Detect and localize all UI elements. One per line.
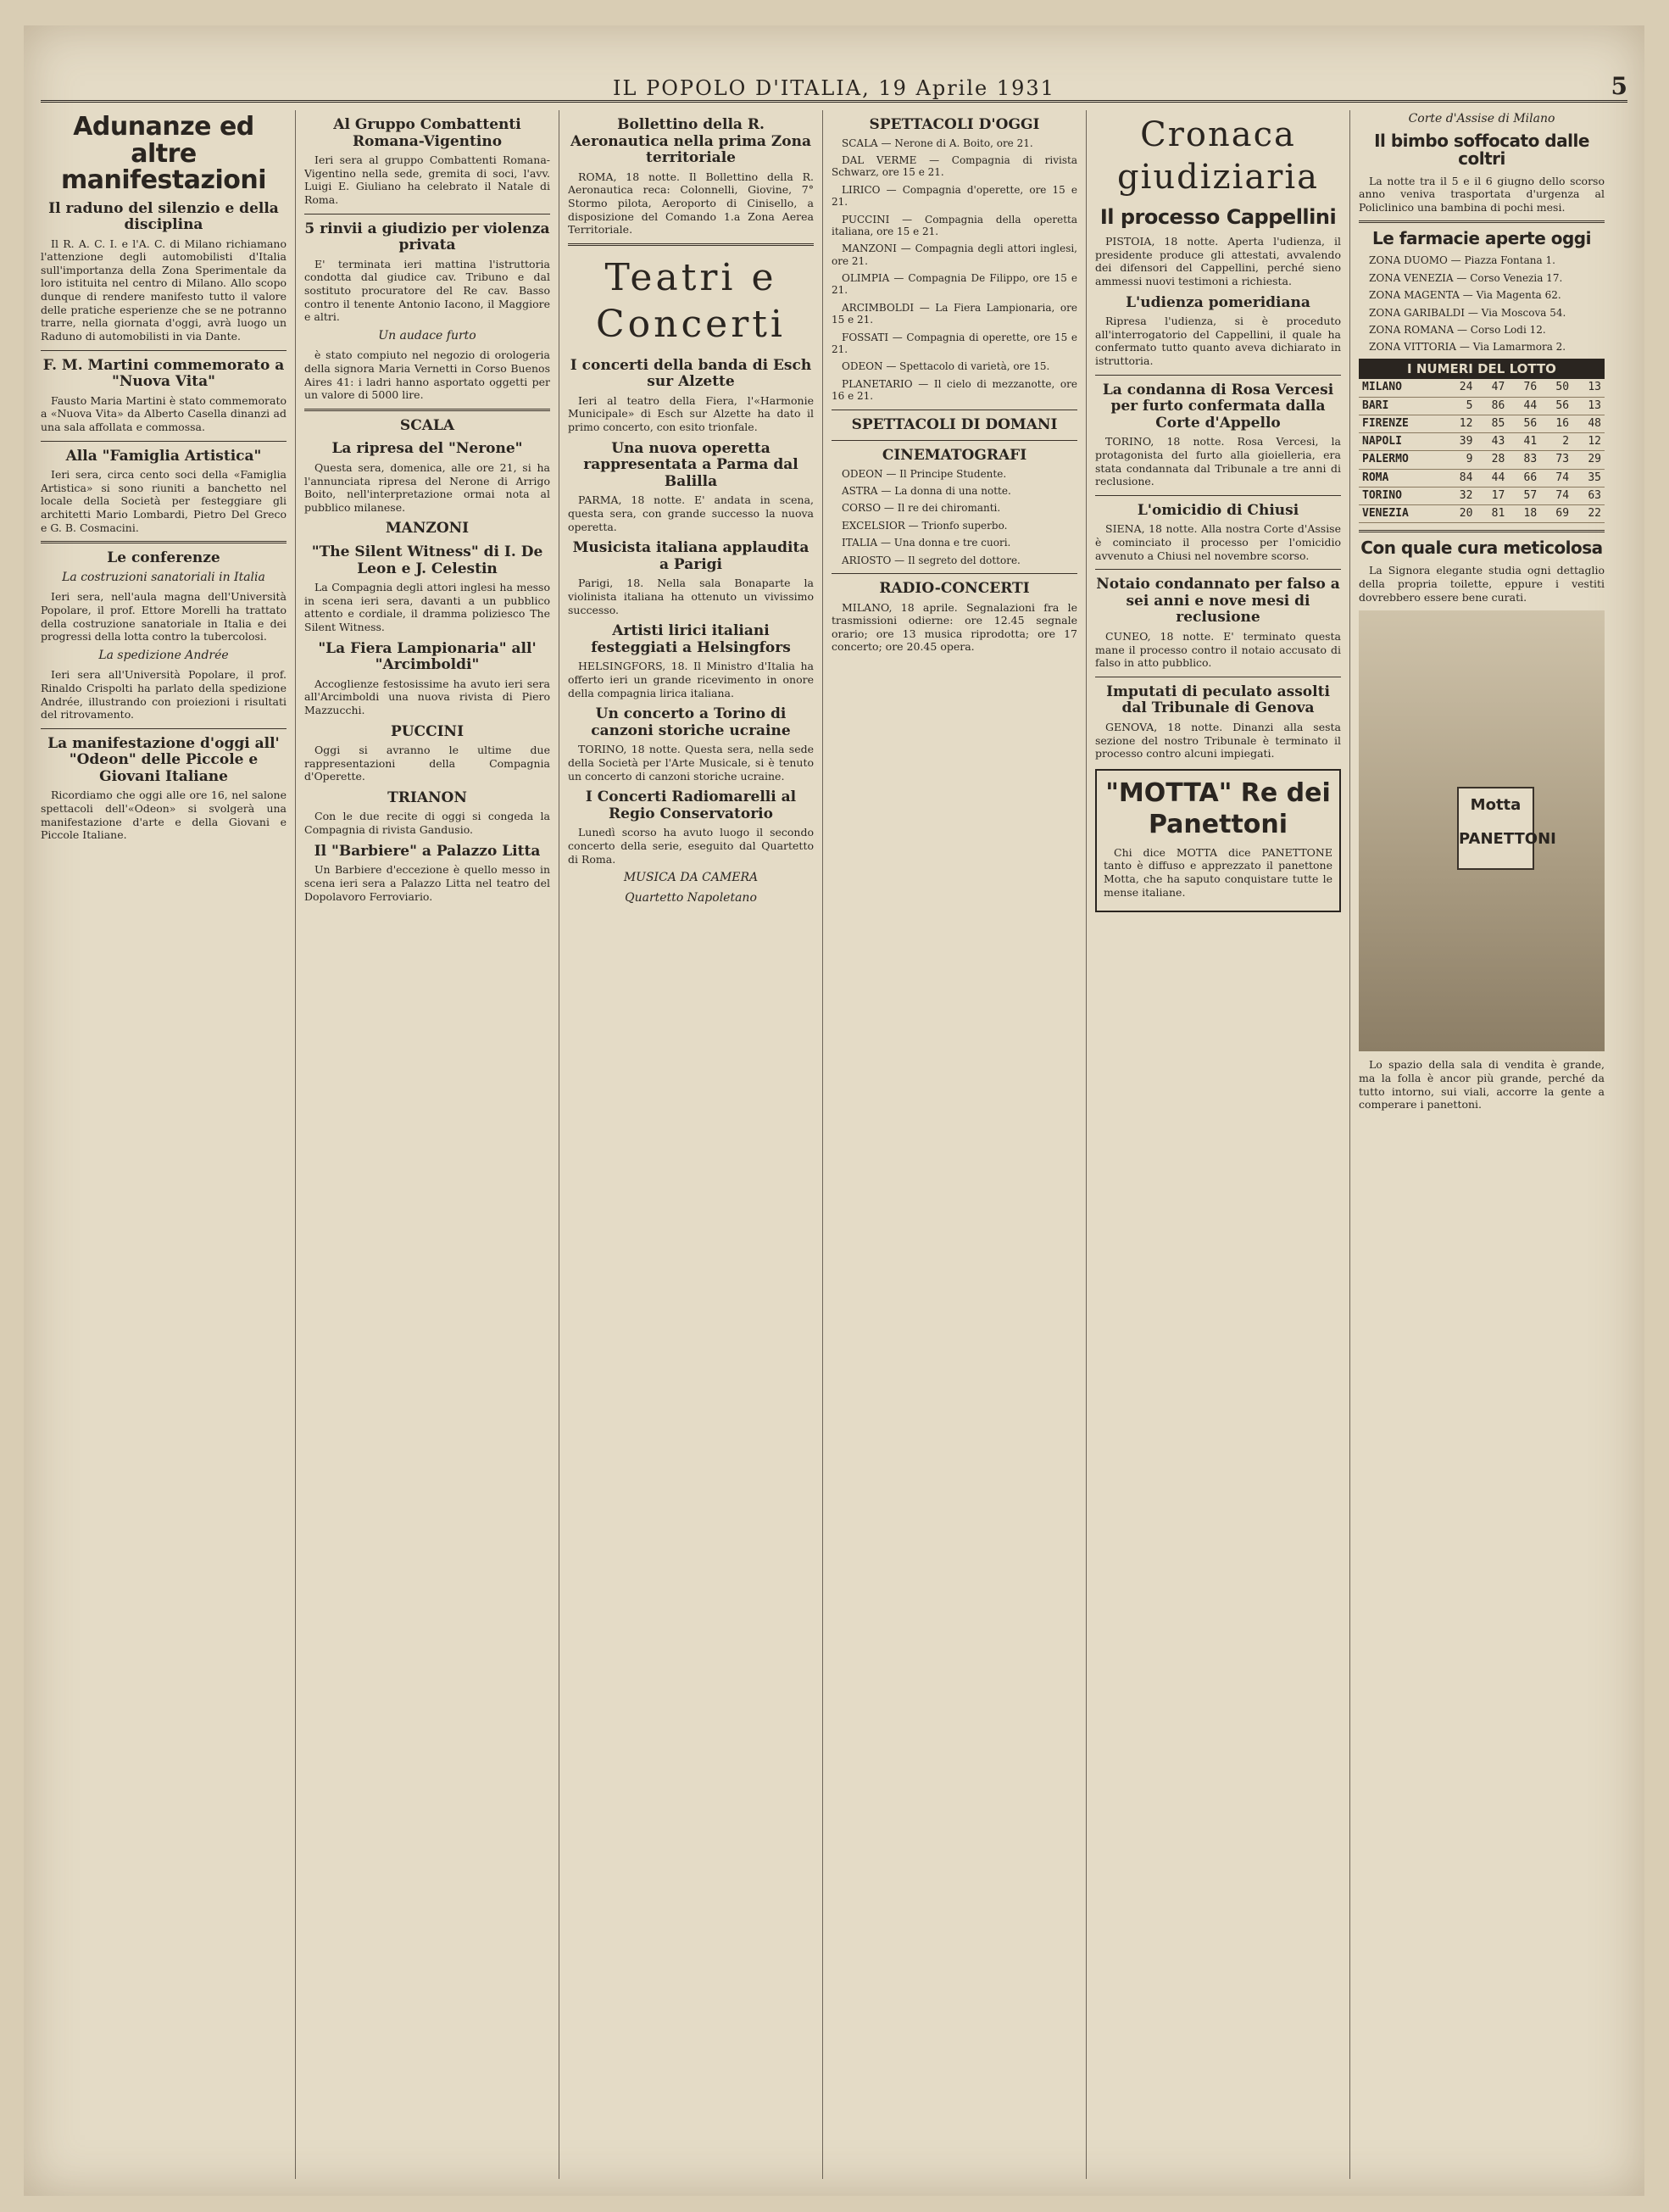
lotto-city: TORINO	[1359, 487, 1444, 504]
lotto-number: 50	[1540, 379, 1572, 397]
column-rule	[1349, 110, 1350, 2179]
list-item: ASTRA — La donna di una notte.	[842, 485, 1011, 498]
column-4	[832, 110, 1077, 2179]
article-body-famiglia: Ieri sera, circa cento soci della «Famiglia Artistica» si sono riuniti a banchetto nel locale della Società per festeggiare gli architetti Mario Lombardi, Pietro Del Greco e G. B. Cosmacini.	[41, 468, 287, 534]
lotto-number: 39	[1444, 433, 1477, 451]
article-body-odeon: Ricordiamo che oggi alle ore 16, nel salone spettacoli dell'«Odeon» si svolgerà una manifestazione d'arte e della Giovani e Piccole Italiane.	[41, 788, 287, 842]
column-1	[41, 110, 287, 2179]
lotto-row	[1359, 397, 1605, 415]
divider	[832, 440, 1077, 441]
article-body-chiusi: SIENA, 18 notte. Alla nostra Corte d'Assise è cominciato il processo per l'omicidio avvenuto a Chiusi nel novembre scorso.	[1095, 522, 1341, 562]
lotto-number: 2	[1540, 433, 1572, 451]
article-body-rinvii: E' terminata ieri mattina l'istruttoria condotta dal giudice cav. Tribuno e dal sostituto procuratore del Re cav. Basso contro il tenente Antonio Iacono, il Maggiore e altri.	[304, 257, 550, 324]
article-body-notaio: CUNEO, 18 notte. E' terminato questa mane il processo contro il notaio accusato di falso in atto pubblico.	[1095, 629, 1341, 670]
article-title-peculato: Imputati di peculato assolti dal Tribunale di Genova	[1106, 683, 1330, 717]
lotto-number: 56	[1540, 397, 1572, 415]
spettacoli-list	[832, 137, 1077, 403]
lotto-number: 24	[1444, 379, 1477, 397]
section-title-cinema: CINEMATOGRAFI	[882, 447, 1027, 465]
article-body-esch: Ieri al teatro della Fiera, l'«Harmonie Municipale» di Esch sur Alzette ha dato il primo concerto, con esito trionfale.	[568, 393, 814, 434]
lotto-number: 76	[1508, 379, 1540, 397]
lotto-number: 35	[1572, 469, 1605, 487]
article-body-bimbo: La notte tra il 5 e il 6 giugno dello scorso anno veniva trasportata d'urgenza al Policlinico una bambina di pochi mesi.	[1359, 174, 1605, 214]
columns	[41, 110, 1627, 2179]
article-body-udienza: Ripresa l'udienza, si è proceduto all'interrogatorio del Cappellini, il quale ha confermato tutto quanto aveva dichiarato in istruttoria.	[1095, 315, 1341, 368]
cinema-list	[832, 468, 1077, 566]
lotto-row	[1359, 487, 1605, 504]
divider	[304, 409, 550, 411]
lotto-number: 86	[1476, 397, 1508, 415]
divider	[304, 214, 550, 215]
lotto-number: 48	[1572, 415, 1605, 432]
article-body-silent: La Compagnia degli attori inglesi ha messo in scena ieri sera, davanti a un pubblico attento e cordiale, il dramma poliziesco The Silent Witness.	[304, 581, 550, 633]
article-title-radiomarelli: I Concerti Radiomarelli al Regio Conservatorio	[585, 788, 797, 822]
article-body-peculato: GENOVA, 18 notte. Dinanzi alla sesta sezione del nostro Tribunale è terminato il processo contro alcuni impiegati.	[1095, 720, 1341, 761]
lotto-number: 57	[1508, 487, 1540, 504]
lotto-row	[1359, 505, 1605, 523]
column-6	[1359, 110, 1605, 2179]
list-item: ZONA VITTORIA — Via Lamarmora 2.	[1369, 341, 1566, 354]
list-item: ZONA GARIBALDI — Via Moscova 54.	[1369, 306, 1566, 319]
lotto-number: 84	[1444, 469, 1477, 487]
lotto-row	[1359, 451, 1605, 469]
article-body-trianon: Con le due recite di oggi si congeda la Compagnia di rivista Gandusio.	[304, 810, 550, 837]
article-body-cura: La Signora elegante studia ogni dettaglio della propria toilette, eppure i vestiti dovrebbero essere bene curati.	[1359, 564, 1605, 604]
article-body-martini: Fausto Maria Martini è stato commemorato a «Nuova Vita» da Alberto Casella dinanzi ad una sala affollata e commossa.	[41, 393, 287, 433]
lotto-number: 43	[1476, 433, 1508, 451]
lotto-city: NAPOLI	[1359, 433, 1444, 451]
lotto-row	[1359, 433, 1605, 451]
lotto-number: 18	[1508, 505, 1540, 523]
panettoni-photo	[1359, 610, 1605, 1051]
lotto-number: 44	[1508, 397, 1540, 415]
lotto-number: 41	[1508, 433, 1540, 451]
article-title-raduno: Il raduno del silenzio e della disciplina	[48, 199, 279, 234]
lotto-number: 9	[1444, 451, 1477, 469]
list-item: FOSSATI — Compagnia di operette, ore 15 e 21.	[832, 331, 1077, 356]
article-body-raduno: Il R. A. C. I. e l'A. C. di Milano richiamano l'attenzione degli automobilisti d'Italia sull'importanza della Zona Sperimentale da loro istituita nel centro di Milano. Allo scopo dunque di rendere manifesto tutto il valore delle pratiche esperienze che se ne potranno trarre, nella giornata d'oggi, avrà luogo un Raduno di automobilisti in via Dante.	[41, 237, 287, 343]
section-title-farmacie: Le farmacie aperte oggi	[1372, 228, 1591, 249]
page-header	[41, 70, 1627, 103]
lotto-city: VENEZIA	[1359, 505, 1444, 523]
page-number: 5	[1611, 72, 1627, 100]
list-item: ZONA ROMANA — Corso Lodi 12.	[1369, 323, 1546, 336]
section-title-domani: SPETTACOLI DI DOMANI	[851, 415, 1058, 433]
article-title-rosa: La condanna di Rosa Vercesi per furto confermata dalla Corte d'Appello	[1102, 381, 1334, 432]
divider	[41, 441, 287, 442]
article-title-barbiere: Il "Barbiere" a Palazzo Litta	[314, 842, 541, 860]
article-title-esch: I concerti della banda di Esch sur Alzette	[570, 356, 812, 391]
article-body-rosa: TORINO, 18 notte. Rosa Vercesi, la protagonista del furto alla gioielleria, era stata condannata dal Tribunale a tre anni di reclusione.	[1095, 435, 1341, 488]
lotto-number: 74	[1540, 487, 1572, 504]
article-body-sanatoriali: Ieri sera, nell'aula magna dell'Università Popolare, il prof. Ettore Morelli ha trattato della costruzione sanatoriale in Italia e dei progressi della lotta contro la tubercolosi.	[41, 590, 287, 644]
list-item: CORSO — Il re dei chiromanti.	[842, 502, 1001, 515]
article-title-notaio: Notaio condannato per falso a sei anni e nove mesi di reclusione	[1096, 576, 1340, 627]
lotto-number: 47	[1476, 379, 1508, 397]
ad-headline: "MOTTA" Re dei Panettoni	[1105, 777, 1331, 840]
lotto-number: 73	[1540, 451, 1572, 469]
divider	[1095, 495, 1341, 496]
article-title-nerone: La ripresa del "Nerone"	[331, 440, 523, 458]
section-title-radio: RADIO-CONCERTI	[879, 580, 1030, 598]
lotto-city: BARI	[1359, 397, 1444, 415]
article-title-chiusi: L'omicidio di Chiusi	[1137, 501, 1299, 519]
article-body-radio: MILANO, 18 aprile. Segnalazioni fra le trasmissioni odierne: ore 12.45 segnale orario; ore 13 musica riprodotta; ore 17 concerto; ore 20.45 opera.	[832, 600, 1077, 654]
list-item: ODEON — Il Principe Studente.	[842, 467, 1007, 480]
list-item: MANZONI — Compagnia degli attori inglesi, ore 21.	[832, 242, 1077, 267]
article-title-fiera: "La Fiera Lampionaria" all' "Arcimboldi"	[318, 639, 537, 674]
article-body-artisti: HELSINGFORS, 18. Il Ministro d'Italia ha offerto ieri un grande ricevimento in onore della compagnia lirica italiana.	[568, 660, 814, 699]
article-body-cappellini: PISTOIA, 18 notte. Aperta l'udienza, il presidente produce gli attestati, avvalendo dei difensori del Cappellini, perché sieno ammessi nuovi testimoni a richiesta.	[1095, 235, 1341, 288]
newspaper-title: IL POPOLO D'ITALIA, 19 Aprile 1931	[613, 76, 1055, 100]
lotto-number: 74	[1540, 469, 1572, 487]
divider	[1095, 375, 1341, 376]
list-item: LIRICO — Compagnia d'operette, ore 15 e 21.	[832, 183, 1077, 209]
lotto-city: MILANO	[1359, 379, 1444, 397]
lotto-row	[1359, 415, 1605, 432]
lotto-table	[1359, 379, 1605, 523]
list-item: ZONA DUOMO — Piazza Fontana 1.	[1369, 254, 1555, 267]
article-title-bimbo: Il bimbo soffocato dalle coltri	[1374, 130, 1589, 169]
ad-body: Chi dice MOTTA dice PANETTONE tanto è diffuso e apprezzato il panettone Motta, che ha saputo conquistare tutte le mense italiane.	[1104, 845, 1332, 899]
article-title-famiglia: Alla "Famiglia Artistica"	[65, 447, 262, 465]
lotto-number: 69	[1540, 505, 1572, 523]
list-item: ARCIMBOLDI — La Fiera Lampionaria, ore 15 e 21.	[832, 301, 1077, 326]
shop-sign: Motta PANETTONI	[1457, 787, 1534, 870]
article-body-parigi: Parigi, 18. Nella sala Bonaparte la violinista italiana ha ottenuto un vivissimo successo.	[568, 577, 814, 616]
list-item: PUCCINI — Compagnia della operetta italiana, ore 15 e 21.	[832, 213, 1077, 237]
column-5	[1095, 110, 1341, 2179]
section-label-manzoni: MANZONI	[385, 520, 470, 538]
lotto-number: 17	[1476, 487, 1508, 504]
lotto-row	[1359, 469, 1605, 487]
newspaper-page	[24, 25, 1644, 2196]
lotto-number: 85	[1476, 415, 1508, 432]
section-label-trianon: TRIANON	[387, 788, 467, 806]
column-3	[568, 110, 814, 2179]
divider	[41, 350, 287, 351]
divider	[568, 243, 814, 246]
article-body-bollettino: ROMA, 18 notte. Il Bollettino della R. Aeronautica reca: Colonnelli, Giovine, 7° Stormo pilota, Aeroporto di Cinisello, a disposizione del Comando 1.a Zona Aerea Territoriale.	[568, 170, 814, 237]
article-title-operetta: Una nuova operetta rappresentata a Parma dal Balilla	[583, 439, 798, 490]
lotto-number: 20	[1444, 505, 1477, 523]
article-body-andree: Ieri sera all'Università Popolare, il prof. Rinaldo Crispolti ha parlato della spedizione Andrée, illustrando con proiezioni i risultati del ritrovamento.	[41, 668, 287, 722]
article-title-silent: "The Silent Witness" di I. De Leon e J. Celestin	[311, 543, 543, 577]
article-body-operetta: PARMA, 18 notte. E' andata in scena, questa sera, con grande successo la nuova operetta.	[568, 493, 814, 533]
list-item: EXCELSIOR — Trionfo superbo.	[842, 519, 1008, 532]
lotto-number: 5	[1444, 397, 1477, 415]
section-title-conferenze: Le conferenze	[107, 549, 220, 567]
list-item: ZONA VENEZIA — Corso Venezia 17.	[1369, 271, 1563, 284]
article-title-rinvii: 5 rinvii a giudizio per violenza privata	[304, 220, 550, 254]
article-title-sanatoriali: La costruzioni sanatoriali in Italia	[62, 570, 265, 584]
divider	[1359, 220, 1605, 223]
divider	[1095, 569, 1341, 570]
list-item: ODEON — Spettacolo di varietà, ore 15.	[842, 360, 1050, 373]
farmacie-list	[1359, 254, 1605, 353]
lotto-number: 83	[1508, 451, 1540, 469]
lotto-number: 12	[1444, 415, 1477, 432]
article-title-cappellini: Il processo Cappellini	[1099, 205, 1337, 229]
section-label-scala: SCALA	[399, 416, 455, 434]
ad-caption: Lo spazio della sala di vendita è grande, ma la folla è ancor più grande, perché da tutto intorno, sui viali, accorre la gente a comperare i panettoni.	[1359, 1058, 1605, 1112]
lotto-city: FIRENZE	[1359, 415, 1444, 432]
divider	[41, 541, 287, 543]
lotto-number: 13	[1572, 379, 1605, 397]
article-title-cura: Con quale cura meticolosa	[1360, 538, 1603, 559]
article-body-torino: TORINO, 18 notte. Questa sera, nella sede della Società per l'Arte Musicale, si è tenuto un concerto di canzoni storiche ucraine.	[568, 743, 814, 783]
lotto-number: 56	[1508, 415, 1540, 432]
list-item: SCALA — Nerone di A. Boito, ore 21.	[842, 137, 1033, 149]
divider	[41, 728, 287, 729]
motta-advertisement	[1095, 769, 1341, 913]
article-body-barbiere: Un Barbiere d'eccezione è quello messo in scena ieri sera a Palazzo Litta nel teatro del Dopolavoro Ferroviario.	[304, 863, 550, 903]
column-rule	[822, 110, 823, 2179]
section-title-spettacoli: SPETTACOLI D'OGGI	[869, 116, 1040, 133]
article-title-furto: Un audace furto	[378, 328, 476, 343]
list-item: DAL VERME — Compagnia di rivista Schwarz, ore 15 e 21.	[832, 153, 1077, 179]
list-item: ITALIA — Una donna e tre cuori.	[842, 537, 1011, 549]
list-item: PLANETARIO — Il cielo di mezzanotte, ore 16 e 21.	[832, 377, 1077, 403]
lotto-title: I NUMERI DEL LOTTO	[1359, 359, 1605, 380]
lotto-number: 44	[1476, 469, 1508, 487]
list-item: ZONA MAGENTA — Via Magenta 62.	[1369, 289, 1561, 302]
lotto-number: 63	[1572, 487, 1605, 504]
article-title-bollettino: Bollettino della R. Aeronautica nella prima Zona territoriale	[570, 116, 811, 167]
lotto-number: 66	[1508, 469, 1540, 487]
divider	[1359, 530, 1605, 532]
article-body-combattenti: Ieri sera al gruppo Combattenti Romana-Vigentino nella sede, gremita di soci, l'avv. Luigi E. Giuliano ha celebrato il Natale di Roma.	[304, 153, 550, 206]
section-label-puccini: PUCCINI	[390, 722, 465, 740]
lotto-number: 29	[1572, 451, 1605, 469]
lotto-city: ROMA	[1359, 469, 1444, 487]
article-title-odeon: La manifestazione d'oggi all' "Odeon" delle Piccole e Giovani Italiane	[47, 734, 280, 785]
section-title-assise: Corte d'Assise di Milano	[1408, 112, 1555, 125]
article-title-torino: Un concerto a Torino di canzoni storiche ucraine	[591, 705, 791, 739]
article-title-parigi: Musicista italiana applaudita a Parigi	[572, 539, 809, 573]
lotto-number: 28	[1476, 451, 1508, 469]
column-2	[304, 110, 550, 2179]
article-body-radiomarelli: Lunedì scorso ha avuto luogo il secondo concerto della serie, eseguito dal Quartetto di Roma.	[568, 826, 814, 866]
lotto-number: 13	[1572, 397, 1605, 415]
column-rule	[295, 110, 296, 2179]
lotto-number: 32	[1444, 487, 1477, 504]
lotto-number: 16	[1540, 415, 1572, 432]
headline-adunanze: Adunanze ed altre manifestazioni	[61, 112, 266, 195]
article-title-combattenti: Al Gruppo Combattenti Romana-Vigentino	[333, 116, 521, 150]
article-body-nerone: Questa sera, domenica, alle ore 21, si ha l'annunciata ripresa del Nerone di Arrigo Boito, nell'interpretazione ormai nota al pubblico milanese.	[304, 460, 550, 514]
headline-cronaca: Cronaca giudiziaria	[1116, 115, 1320, 197]
lotto-number: 81	[1476, 505, 1508, 523]
list-item: ARIOSTO — Il segreto del dottore.	[842, 554, 1021, 566]
lotto-number: 12	[1572, 433, 1605, 451]
article-body-fiera: Accoglienze festosissime ha avuto ieri sera all'Arcimboldi una nuova rivista di Piero Mazzucchi.	[304, 677, 550, 716]
lotto-city: PALERMO	[1359, 451, 1444, 469]
lotto-row	[1359, 379, 1605, 397]
headline-teatri: Teatri e Concerti	[596, 255, 786, 346]
article-title-artisti: Artisti lirici italiani festeggiati a Helsingfors	[591, 622, 791, 656]
list-item: OLIMPIA — Compagnia De Filippo, ore 15 e 21.	[832, 272, 1077, 297]
lotto-number: 22	[1572, 505, 1605, 523]
column-rule	[1086, 110, 1087, 2179]
article-title-udienza: L'udienza pomeridiana	[1126, 293, 1310, 311]
label-musica-camera: MUSICA DA CAMERA	[623, 871, 759, 885]
article-body-puccini: Oggi si avranno le ultime due rappresentazioni della Compagnia d'Operette.	[304, 744, 550, 783]
divider	[832, 573, 1077, 574]
article-title-martini: F. M. Martini commemorato a "Nuova Vita"	[42, 356, 285, 391]
label-quartetto: Quartetto Napoletano	[625, 890, 757, 905]
article-body-furto: è stato compiuto nel negozio di orologeria della signora Maria Vernetti in Corso Buenos Aires 41: i ladri hanno asportato oggetti per un valore di 5000 lire.	[304, 348, 550, 402]
article-title-andree: La spedizione Andrée	[98, 648, 229, 662]
